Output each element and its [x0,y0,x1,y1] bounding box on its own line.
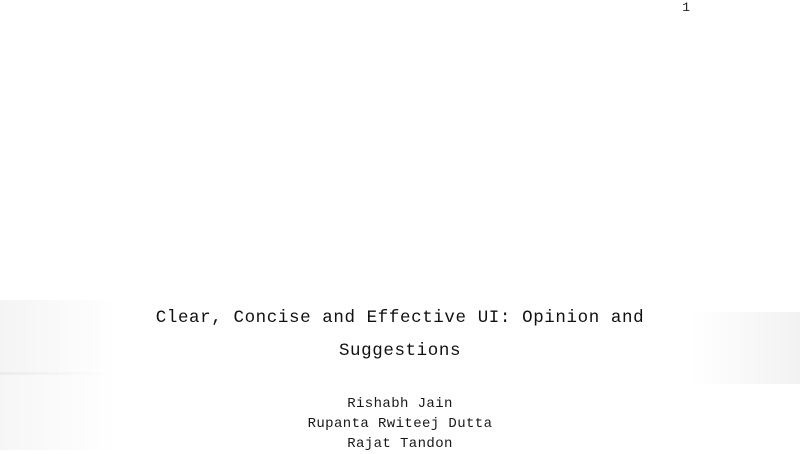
document-title [0,302,800,368]
document-title-line-2: Suggestions [338,341,462,361]
author-name-3: Rajat Tandon [347,436,453,452]
page-number: 1 [682,0,690,15]
author-name-1: Rishabh Jain [347,396,453,412]
author-list [0,394,800,454]
document-title-line-1: Clear, Concise and Effective UI: Opinion and [155,308,645,328]
author-name-2: Rupanta Rwiteej Dutta [307,416,493,432]
